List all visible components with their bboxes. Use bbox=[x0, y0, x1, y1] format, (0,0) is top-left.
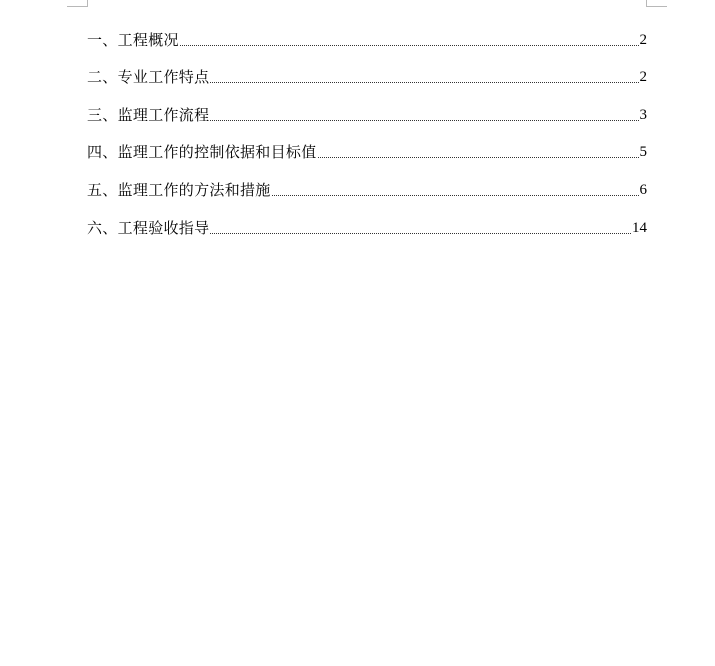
toc-entry-title: 二、专业工作特点 bbox=[87, 68, 210, 87]
toc-entry-supervision-workflow[interactable] bbox=[87, 87, 647, 125]
toc-entry-professional-work-features[interactable] bbox=[87, 50, 647, 88]
toc-dot-leader bbox=[180, 44, 639, 46]
toc-entry-title: 一、工程概况 bbox=[87, 30, 179, 49]
toc-page-number: 6 bbox=[639, 181, 647, 198]
toc-page-number: 5 bbox=[639, 144, 647, 161]
toc-page-number: 2 bbox=[639, 31, 647, 48]
toc-page-number: 3 bbox=[639, 106, 647, 123]
toc-entry-engineering-overview[interactable] bbox=[87, 12, 647, 50]
toc-entry-title: 三、监理工作流程 bbox=[87, 105, 210, 124]
page-corner-mark-right bbox=[646, 0, 667, 7]
toc-entry-title: 五、监理工作的方法和措施 bbox=[87, 180, 271, 199]
toc-entry-control-basis-and-targets[interactable] bbox=[87, 125, 647, 163]
toc-dot-leader bbox=[210, 119, 638, 121]
toc-entry-methods-and-measures[interactable] bbox=[87, 162, 647, 200]
toc-dot-leader bbox=[318, 156, 639, 158]
toc-entry-acceptance-guidance[interactable] bbox=[87, 200, 647, 238]
toc-dot-leader bbox=[210, 81, 638, 83]
toc-entry-title: 四、监理工作的控制依据和目标值 bbox=[87, 143, 317, 162]
toc-dot-leader bbox=[272, 194, 639, 196]
toc-page-number: 14 bbox=[632, 219, 647, 236]
page-corner-mark-left bbox=[67, 0, 88, 7]
toc-dot-leader bbox=[210, 232, 631, 234]
toc-page-number: 2 bbox=[639, 69, 647, 86]
table-of-contents bbox=[87, 12, 647, 238]
toc-entry-title: 六、工程验收指导 bbox=[87, 218, 210, 237]
